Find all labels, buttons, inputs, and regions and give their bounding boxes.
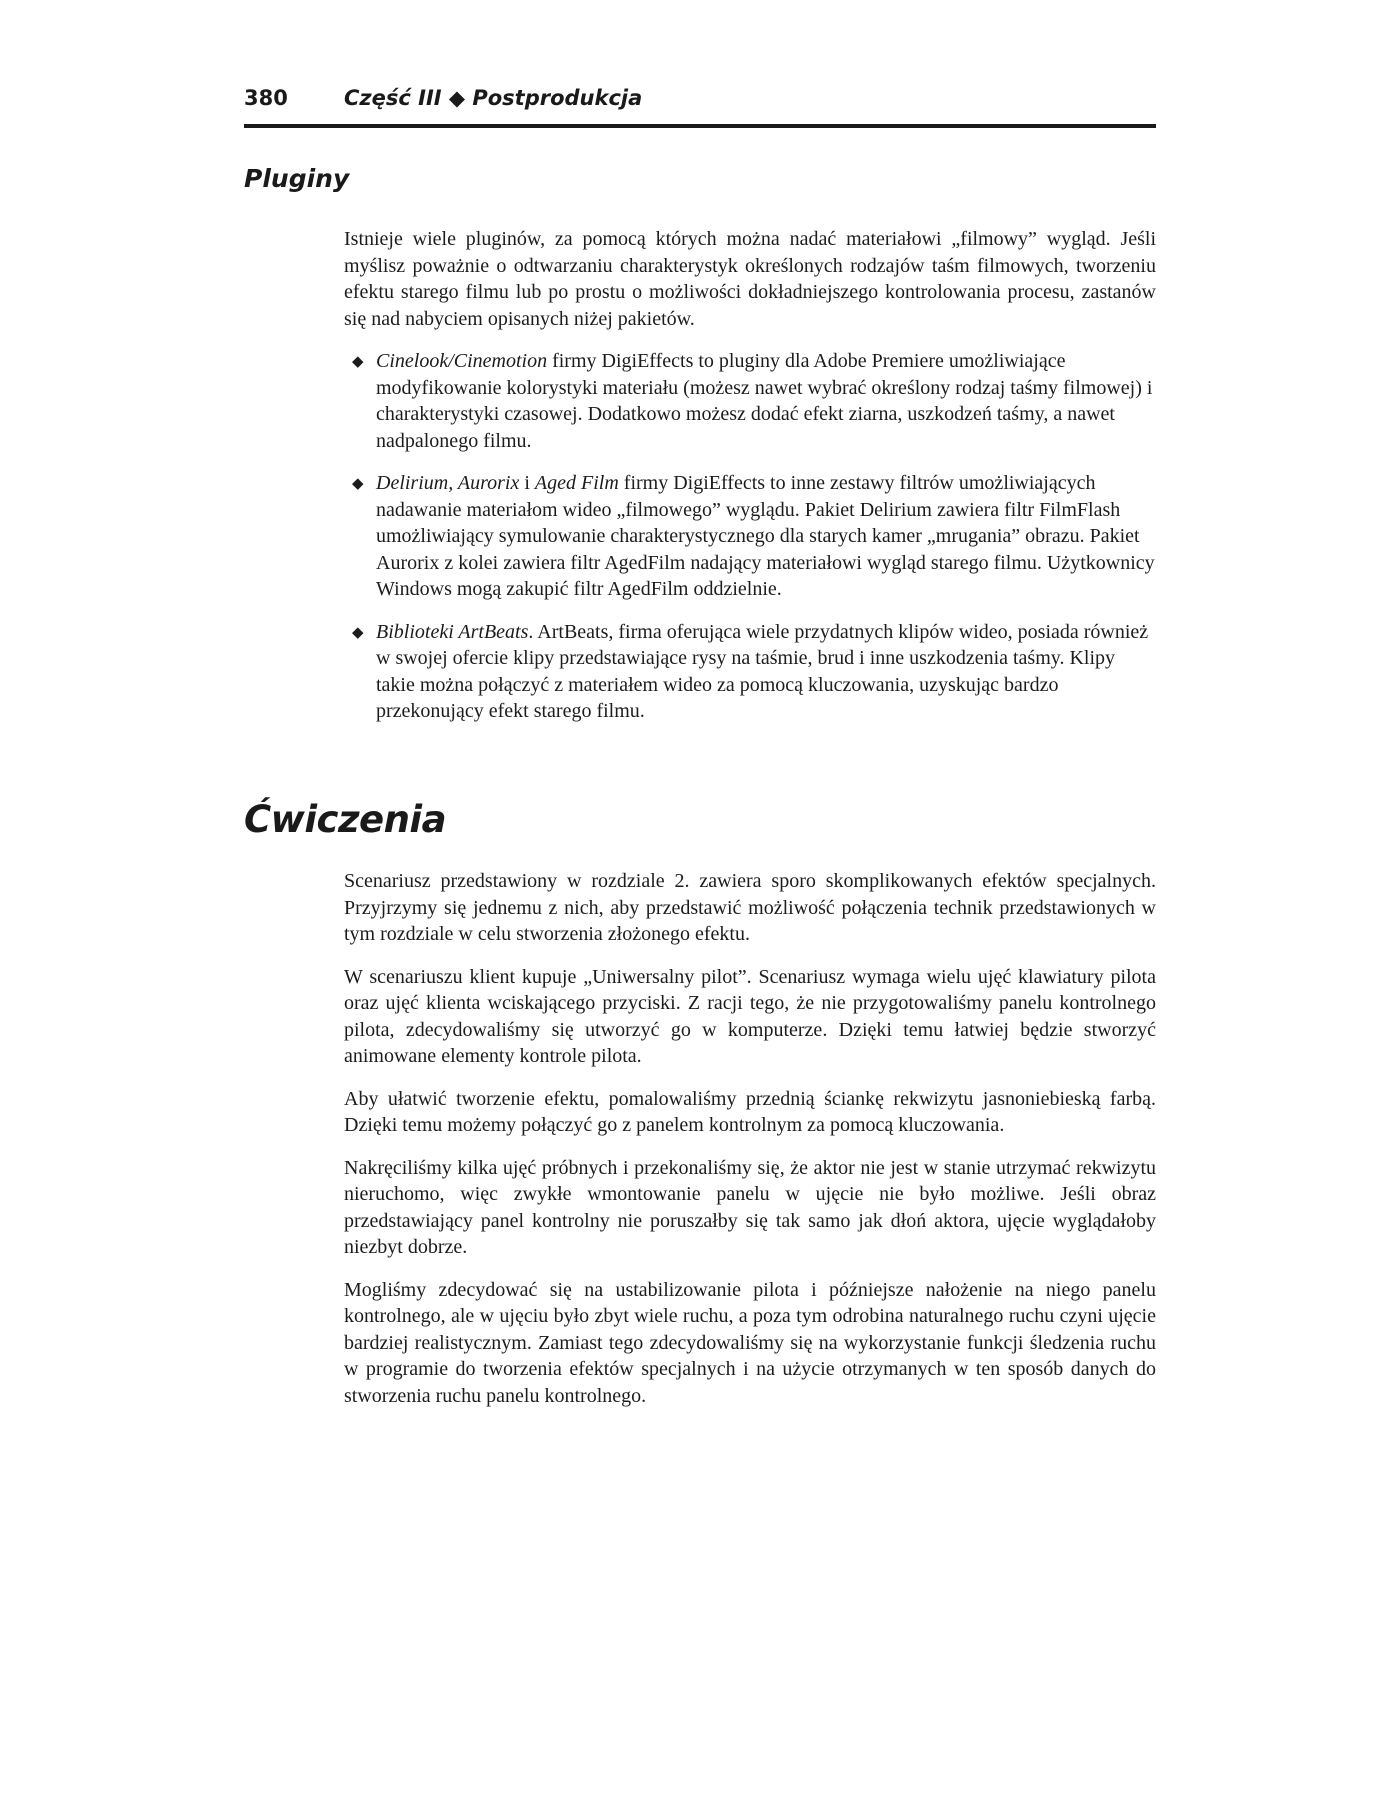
- plugin-list-item: [344, 619, 1156, 725]
- plugin-list-item: [344, 348, 1156, 454]
- section-heading-pluginy: Pluginy: [244, 164, 350, 193]
- body-paragraph: Scenariusz przedstawiony w rozdziale 2. zawiera sporo skomplikowanych efektów specjalnych. Przyjrzymy się jednemu z nich, aby przedstawić możliwość połączenia technik przedstawionych w tym rozdziale w celu stworzenia złożonego efektu.: [344, 870, 1156, 945]
- plugin-connector: i: [519, 472, 535, 494]
- plugin-name: Cinelook/Cinemotion: [376, 350, 548, 372]
- body-paragraph: Nakręciliśmy kilka ujęć próbnych i przekonaliśmy się, że aktor nie jest w stanie utrzymać rekwizytu nieruchomo, więc zwykłe wmontowanie panelu w ujęcie nie było możliwe. Jeśli obraz przedstawiający panel kontrolny nie poruszałby się tak samo jak dłoń aktora, ujęcie wyglądałoby niezbyt dobrze.: [344, 1156, 1156, 1258]
- running-header: [244, 84, 1156, 128]
- page-number: 380: [244, 86, 288, 110]
- pluginy-body: [344, 226, 1156, 741]
- cwiczenia-body: [344, 868, 1156, 1425]
- plugin-name-secondary: Aged Film: [534, 472, 619, 494]
- plugin-description: . ArtBeats, firma oferująca wiele przydatnych klipów wideo, posiada również w swojej ofercie klipy przedstawiające rysy na taśmie, brud i inne uszkodzenia taśmy. Klipy takie można połączyć z materiałem wideo za pomocą kluczowania, uzyskując bardzo przekonujący efekt starego filmu.: [376, 620, 1149, 722]
- plugin-description: firmy DigiEffects to pluginy dla Adobe Premiere umożliwiające modyfikowanie kolorystyki materiału (możesz nawet wybrać określony rodzaj taśmy filmowej) i charakterystyki czasowej. Dodatkowo możesz dodać efekt ziarna, uszkodzeń taśmy, a nawet nadpalonego filmu.: [376, 350, 1153, 452]
- diamond-bullet-icon: ◆: [352, 622, 364, 641]
- plugin-description: firmy DigiEffects to inne zestawy filtrów umożliwiających nadawanie materiałom wideo „filmowego” wyglądu. Pakiet Delirium zawiera filtr FilmFlash umożliwiający symulowanie charakterystycznego dla starych kamer „mrugania” obrazu. Pakiet Aurorix z kolei zawiera filtr AgedFilm nadający materiałowi wygląd starego filmu. Użytkownicy Windows mogą zakupić filtr AgedFilm oddzielnie.: [376, 472, 1155, 600]
- plugin-list: [344, 348, 1156, 725]
- part-title: Część III ◆ Postprodukcja: [344, 86, 643, 110]
- plugin-name: Delirium, Aurorix: [376, 472, 520, 494]
- plugin-name: Biblioteki ArtBeats: [376, 620, 529, 643]
- plugin-list-item: [344, 470, 1156, 603]
- pluginy-intro-paragraph: Istnieje wiele pluginów, za pomocą których można nadać materiałowi „filmowy” wygląd. Jeśli myślisz poważnie o odtwarzaniu charakterystyk określonych rodzajów taśm filmowych, tworzeniu efektu starego filmu lub po prostu o możliwości dokładniejszego kontrolowania procesu, zastanów się nad nabyciem opisanych niżej pakietów.: [344, 228, 1156, 330]
- body-paragraph: W scenariuszu klient kupuje „Uniwersalny pilot”. Scenariusz wymaga wielu ujęć klawiatury pilota oraz ujęć klienta wciskającego przyciski. Z racji tego, że nie przygotowaliśmy panelu kontrolnego pilota, zdecydowaliśmy się utworzyć go w komputerze. Dzięki temu łatwiej będzie stworzyć animowane elementy kontrole pilota.: [344, 965, 1156, 1067]
- diamond-bullet-icon: ◆: [352, 352, 364, 370]
- section-heading-cwiczenia: Ćwiczenia: [244, 798, 447, 841]
- body-paragraph: Mogliśmy zdecydować się na ustabilizowanie pilota i późniejsze nałożenie na niego panelu kontrolnego, ale w ujęciu było zbyt wiele ruchu, a poza tym odrobina naturalnego ruchu czyni ujęcie bardziej realistycznym. Zamiast tego zdecydowaliśmy się na wykorzystanie funkcji śledzenia ruchu w programie do tworzenia efektów specjalnych i na użycie otrzymanych w ten sposób danych do stworzenia ruchu panelu kontrolnego.: [344, 1278, 1156, 1407]
- diamond-bullet-icon: ◆: [352, 474, 364, 492]
- body-paragraph: Aby ułatwić tworzenie efektu, pomalowaliśmy przednią ściankę rekwizytu jasnoniebieską farbą. Dzięki temu możemy połączyć go z panelem kontrolnym za pomocą kluczowania.: [344, 1087, 1156, 1136]
